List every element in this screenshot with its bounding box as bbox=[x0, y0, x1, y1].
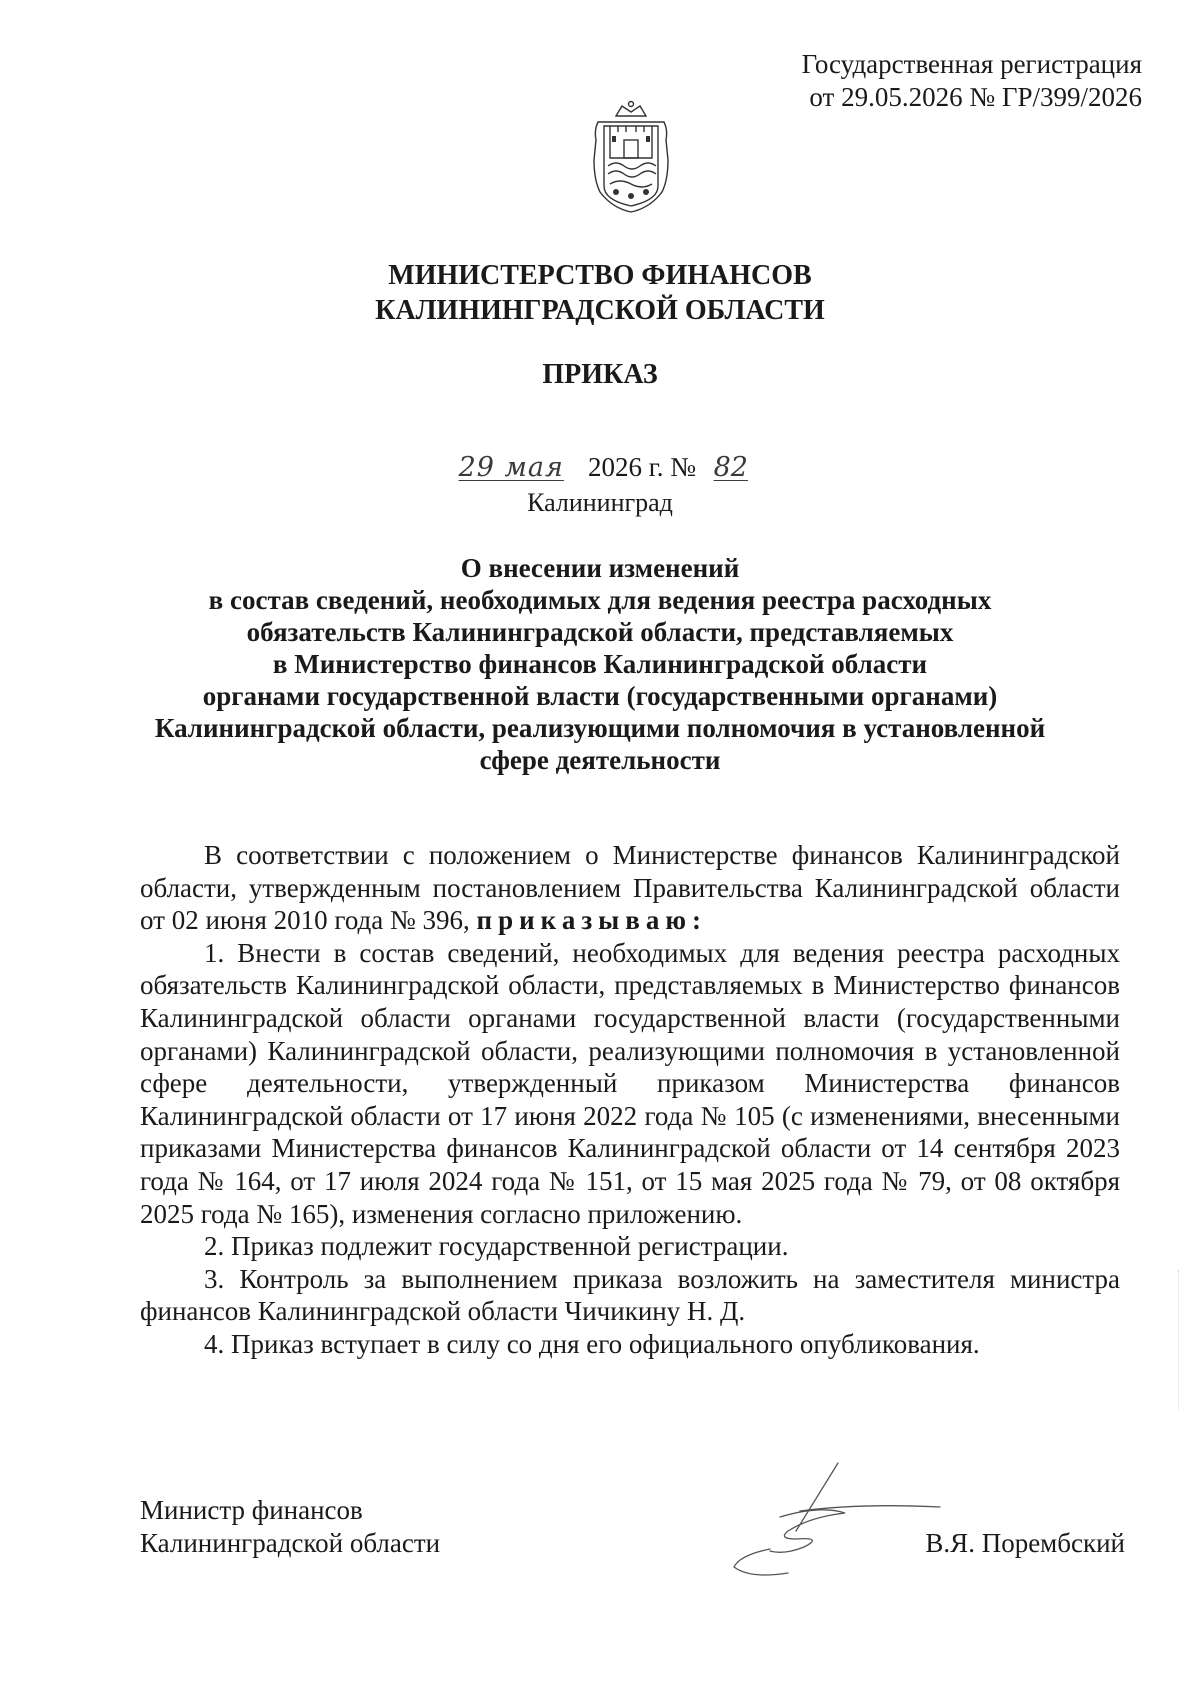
preamble-emphasis: приказываю: bbox=[476, 905, 707, 936]
order-title bbox=[120, 552, 1080, 776]
registration-line-1: Государственная регистрация bbox=[801, 49, 1142, 79]
registration-line-2: от 29.05.2026 № ГР/399/2026 bbox=[809, 82, 1142, 112]
order-item-3: 3. Контроль за выполнением приказа возложить на заместителя министра финансов Калининградской области Чичикину Н. Д. bbox=[140, 1263, 1120, 1327]
title-line: в состав сведений, необходимых для ведения реестра расходных bbox=[208, 585, 992, 615]
title-line: обязательств Калининградской области, представляемых bbox=[246, 617, 954, 647]
order-item-4: 4. Приказ вступает в силу со дня его официального опубликования. bbox=[204, 1328, 980, 1359]
title-line: в Министерство финансов Калининградской области bbox=[272, 649, 928, 679]
signatory-title-line-2: Калининградской области bbox=[140, 1528, 441, 1558]
order-year-label: 2026 г. № bbox=[587, 452, 697, 482]
order-date-line bbox=[0, 450, 1200, 485]
order-item-1: 1. Внести в состав сведений, необходимых для ведения реестра расходных обязательств Калининградской области, представляемых в Министерство финансов Калининградской области органами государственной власти (государственными органами) Калининградской области, реализующими полномочия в установленной сфере деятельности, утвержденный приказом Министерства финансов Калининградской области от 17 июня 2022 года № 105 (с изменениями, внесенными приказами Министерства финансов Калининградской области от 14 сентября 2023 года № 164, от 17 июля 2024 года № 151, от 15 мая 2025 года № 79, от 08 октября 2025 года № 165), изменения согласно приложению. bbox=[140, 937, 1120, 1229]
handwritten-order-number: 82 bbox=[713, 452, 748, 483]
signatory-title bbox=[140, 1494, 440, 1560]
ministry-line-2: КАЛИНИНГРАДСКОЙ ОБЛАСТИ bbox=[375, 295, 825, 326]
registration-stamp bbox=[802, 48, 1142, 114]
handwritten-date: 29 мая bbox=[458, 452, 564, 483]
preamble-paragraph bbox=[140, 839, 1120, 937]
ministry-name bbox=[0, 258, 1200, 328]
preamble-text: В соответствии с положением о Министерстве финансов Калининградской области, утвержденным постановлением Правительства Калининградской области от 02 июня 2010 года № 396, bbox=[140, 840, 1120, 936]
title-line: Калининградской области, реализующими полномочия в установленной bbox=[154, 713, 1046, 743]
order-item-2: 2. Приказ подлежит государственной регистрации. bbox=[204, 1231, 789, 1262]
scan-edge-mark bbox=[1178, 1270, 1181, 1410]
ministry-line-1: МИНИСТЕРСТВО ФИНАНСОВ bbox=[388, 260, 812, 291]
title-line: О внесении изменений bbox=[460, 553, 740, 583]
order-body bbox=[140, 839, 1120, 1361]
title-line: сфере деятельности bbox=[479, 745, 721, 775]
handwritten-signature bbox=[700, 1455, 990, 1585]
title-line: органами государственной власти (государственными органами) bbox=[202, 681, 998, 711]
signatory-name: В.Я. Порембский bbox=[925, 1528, 1125, 1558]
city-name: Калининград bbox=[527, 488, 673, 517]
document-type: ПРИКАЗ bbox=[542, 359, 658, 390]
signatory-title-line-1: Министр финансов bbox=[140, 1495, 363, 1525]
coat-of-arms-icon bbox=[586, 100, 676, 218]
